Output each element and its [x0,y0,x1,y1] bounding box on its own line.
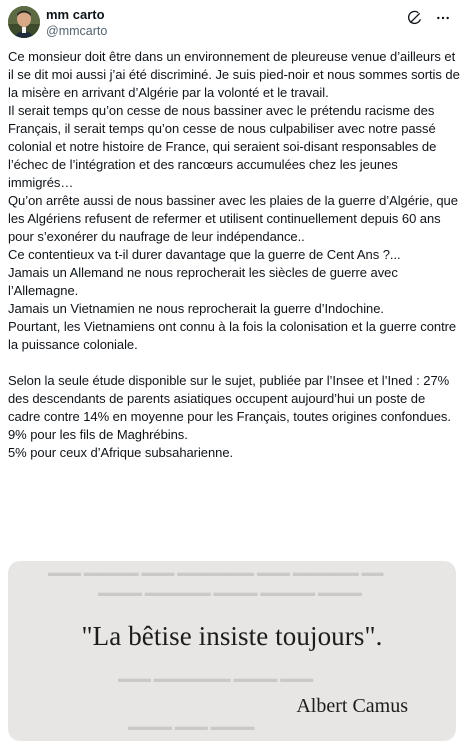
show-through-text: ▬▬▬ ▬▬▬▬▬▬▬ ▬▬▬▬ ▬▬▬ [118,673,314,685]
user-avatar-icon [8,6,40,38]
tweet-header [8,6,456,40]
paragraph-gap [8,354,460,372]
tweet-paragraph: Jamais un Vietnamien ne nous reprocherait la guerre d’Indochine. [8,301,384,316]
tweet-paragraph: Il serait temps qu’on cesse de nous bassiner avec le prétendu racisme des Français, il serait temps qu’on cesse de nous culpabiliser avec notre passé colonial et notre histoire de France, qui seraient soi-disant responsables de l’échec de l’intégration et des rancœurs accumulées chez les jeunes immigrés… [8,103,437,190]
quote-author: Albert Camus [296,695,408,717]
tweet-paragraph: Pourtant, les Vietnamiens ont connu à la fois la colonisation et la guerre contre la puissance coloniale. [8,319,457,352]
tweet-paragraph: Ce contentieux va t-il durer davantage que la guerre de Cent Ans ?... [8,247,401,262]
tweet-paragraph: 5% pour ceux d’Afrique subsaharienne. [8,445,234,460]
show-through-text: ▬▬▬▬ ▬▬▬▬▬▬ ▬▬▬▬ ▬▬▬▬▬ ▬▬▬▬ [98,587,362,599]
quote-text: "La bêtise insiste toujours". [81,621,383,651]
grok-icon[interactable] [406,9,424,27]
tweet-text [8,48,460,462]
more-icon[interactable] [434,9,452,27]
avatar[interactable] [8,6,40,38]
tweet-paragraph: Jamais un Allemand ne nous reprocherait les siècles de guerre avec l’Allemagne. [8,265,398,298]
show-through-text: ▬▬▬ ▬▬▬▬▬ ▬▬▬ ▬▬▬▬▬▬▬ ▬▬▬ ▬▬▬▬▬▬ ▬▬ [48,567,384,579]
header-actions [406,8,452,28]
tweet-paragraph: Qu’on arrête aussi de nous bassiner avec les plaies de la guerre d’Algérie, que les Algériens refusent de refermer et utilisent continuellement depuis 60 ans pour s’exonérer du naufrage de leur indépendance.. [8,193,458,244]
tweet-paragraph: Selon la seule étude disponible sur le sujet, publiée par l’Insee et l’Ined : 27% des descendants de parents asiatiques occupent aujourd’hui un poste de cadre contre 14% en moyenne pour les Français, toutes origines confondues. [8,373,451,424]
author-names [46,7,107,39]
tweet-paragraph: 9% pour les fils de Maghrébins. [8,427,188,442]
author-handle[interactable]: @mmcarto [46,24,108,38]
tweet-paragraph: Ce monsieur doit être dans un environnement de pleureuse venue d’ailleurs et il se dit moi aussi j’ai été discriminé. Je suis pied-noir et nous sommes sortis de la misère en arrivant d’Algérie par la volonté et le travail. [8,49,460,100]
show-through-text: ▬▬▬▬ ▬▬▬ ▬▬▬▬ [128,721,255,733]
author-display-name[interactable]: mm carto [46,7,105,22]
tweet-image[interactable] [8,561,456,741]
